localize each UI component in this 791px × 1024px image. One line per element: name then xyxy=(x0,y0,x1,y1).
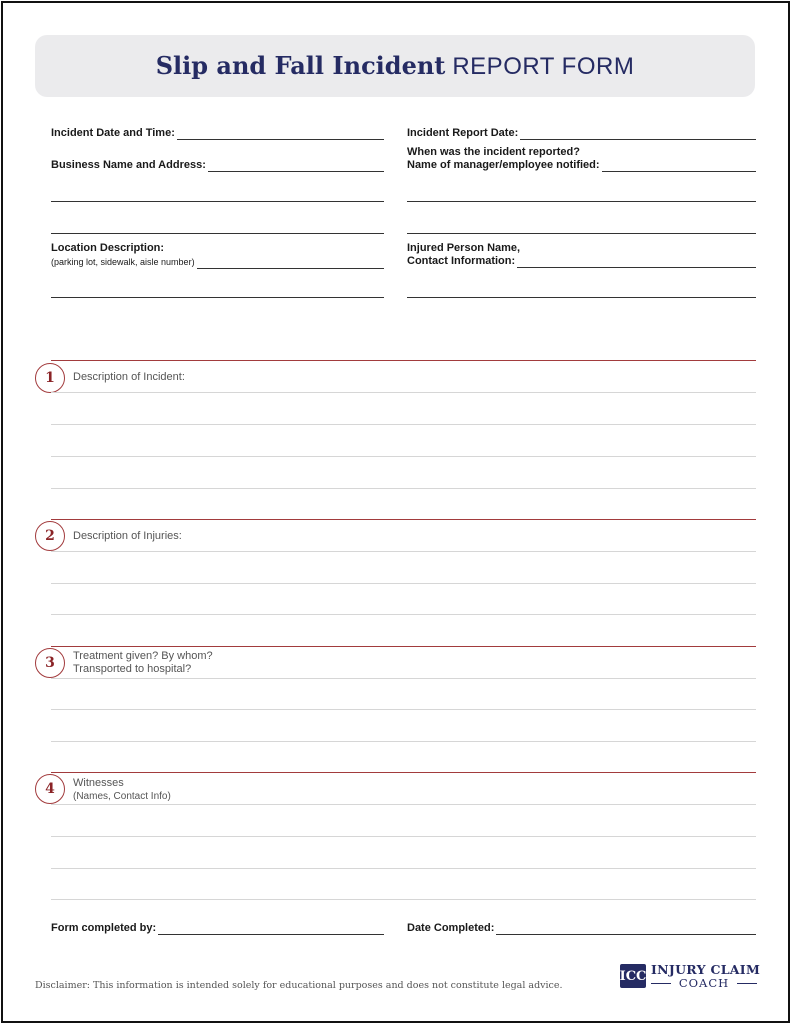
section-4-line[interactable] xyxy=(51,836,756,837)
section-1-line[interactable] xyxy=(51,488,756,489)
when-reported-title xyxy=(407,146,756,159)
completed-by-line[interactable] xyxy=(158,924,384,935)
title-bold: Slip and Fall Incident xyxy=(155,51,446,80)
business-address-line-2[interactable] xyxy=(51,233,384,234)
section-3-line[interactable] xyxy=(51,709,756,710)
contact-info-field[interactable] xyxy=(407,255,756,268)
business-name-field[interactable] xyxy=(51,159,384,172)
manager-notified-label: Name of manager/employee notified: xyxy=(407,159,600,171)
title-banner xyxy=(35,35,755,97)
date-completed-field[interactable] xyxy=(407,922,756,935)
section-1-number: 1 xyxy=(35,363,65,393)
section-2-label: Description of Injuries: xyxy=(73,530,182,542)
section-2-line[interactable] xyxy=(51,551,756,552)
location-description-line[interactable] xyxy=(197,258,384,269)
section-1-label: Description of Incident: xyxy=(73,371,185,383)
business-address-line-1[interactable] xyxy=(51,201,384,202)
incident-date-time-line[interactable] xyxy=(177,129,384,140)
incident-date-time-field[interactable] xyxy=(51,127,384,140)
completed-by-label: Form completed by: xyxy=(51,922,157,934)
section-4-number: 4 xyxy=(35,774,65,804)
section-1-divider xyxy=(51,360,756,361)
contact-info-label: Contact Information: xyxy=(407,255,516,267)
section-2-number: 2 xyxy=(35,521,65,551)
location-description-label: Location Description: xyxy=(51,242,165,254)
section-4-label xyxy=(73,777,171,803)
injury-claim-coach-logo xyxy=(619,962,761,992)
section-3-line[interactable] xyxy=(51,741,756,742)
disclaimer: Disclaimer: This information is intended solely for educational purposes and does not constitute legal advice. xyxy=(35,980,563,991)
scales-logo-icon: ICC xyxy=(620,964,646,988)
section-2-line[interactable] xyxy=(51,583,756,584)
title-rest: REPORT FORM xyxy=(452,53,635,80)
logo-line-2: COACH xyxy=(651,976,757,990)
when-reported-label: When was the incident reported? xyxy=(407,146,580,158)
section-1-line[interactable] xyxy=(51,424,756,425)
injured-person-label: Injured Person Name, xyxy=(407,242,521,254)
section-3-divider xyxy=(51,646,756,647)
section-1-line[interactable] xyxy=(51,456,756,457)
incident-date-time-label: Incident Date and Time: xyxy=(51,127,175,139)
section-3-label-line-2: Transported to hospital? xyxy=(73,663,192,675)
manager-notified-line[interactable] xyxy=(602,161,756,172)
injured-person-title xyxy=(407,242,756,255)
page-title xyxy=(156,51,635,81)
date-completed-line[interactable] xyxy=(496,924,756,935)
incident-report-date-label: Incident Report Date: xyxy=(407,127,519,139)
incident-report-date-field[interactable] xyxy=(407,127,756,140)
location-description-field[interactable] xyxy=(51,256,384,269)
date-completed-label: Date Completed: xyxy=(407,922,495,934)
business-name-line[interactable] xyxy=(208,161,384,172)
section-3-label-line-1: Treatment given? By whom? xyxy=(73,650,213,662)
section-4-label-line-1: Witnesses xyxy=(73,777,124,789)
manager-notified-line-3[interactable] xyxy=(407,233,756,234)
contact-info-line[interactable] xyxy=(517,257,756,268)
section-3-number: 3 xyxy=(35,648,65,678)
manager-notified-line-2[interactable] xyxy=(407,201,756,202)
incident-report-date-line[interactable] xyxy=(520,129,756,140)
completed-by-field[interactable] xyxy=(51,922,384,935)
section-4-label-line-2: (Names, Contact Info) xyxy=(73,791,171,802)
section-2-divider xyxy=(51,519,756,520)
section-4-line[interactable] xyxy=(51,899,756,900)
manager-notified-field[interactable] xyxy=(407,159,756,172)
logo-line-1: INJURY CLAIM xyxy=(651,962,761,977)
section-4-line[interactable] xyxy=(51,868,756,869)
section-2-line[interactable] xyxy=(51,614,756,615)
business-name-label: Business Name and Address: xyxy=(51,159,206,171)
section-3-label xyxy=(73,650,213,676)
section-4-divider xyxy=(51,772,756,773)
location-description-title xyxy=(51,242,384,255)
section-3-line[interactable] xyxy=(51,678,756,679)
section-1-line[interactable] xyxy=(51,392,756,393)
location-description-line-2[interactable] xyxy=(51,297,384,298)
location-hint: (parking lot, sidewalk, aisle number) xyxy=(51,257,195,267)
section-4-line[interactable] xyxy=(51,804,756,805)
contact-info-line-2[interactable] xyxy=(407,297,756,298)
